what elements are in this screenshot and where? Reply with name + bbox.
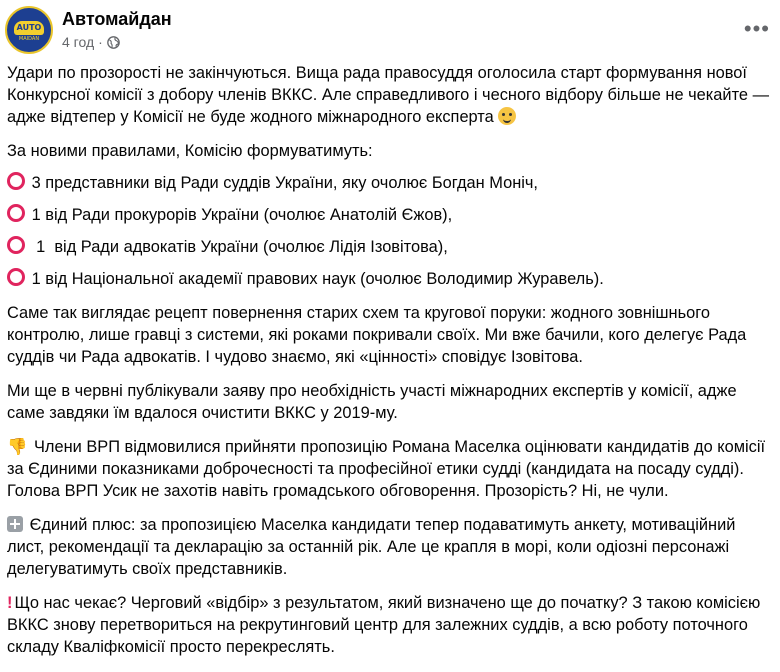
list-item [7, 268, 775, 290]
list-item-text: 1 від Національної академії правових наук (очолює Володимир Журавель). [31, 270, 604, 288]
red-circle-icon [7, 268, 25, 286]
paragraph-5 [7, 436, 775, 502]
globe-icon[interactable] [107, 36, 120, 49]
paragraph-5-text: Члени ВРП відмовилися прийняти пропозицію Романа Маселка оцінювати кандидатів до комісії за Єдиними показниками доброчесності та професійної етики судді (кандидата на посаду судді). Голова ВРП Усик не захотів навіть громадського обговорення. Прозорість? Ні, не чули. [7, 438, 766, 500]
paragraph-4: Ми ще в червні публікували заяву про необхідність участі міжнародних експертів у комісії, адже саме завдяки їм вдалося очистити ВККС у 2019-му. [7, 382, 737, 422]
red-circle-icon [7, 204, 25, 222]
paragraph-1 [7, 62, 775, 128]
red-circle-icon [7, 172, 25, 190]
list-item [7, 204, 775, 226]
post-header [0, 0, 780, 60]
post-meta [62, 34, 120, 50]
paragraph-3: Саме так виглядає рецепт повернення старих схем та кругової поруки: жодного зовнішнього контролю, лише гравці з системи, які роками покривали своїх. Ми вже бачили, кого делегує Рада суддів чи Рада адвокатів. І чудово знаємо, які «цінності» сповідує Ізовітова. [7, 304, 747, 366]
paragraph-1-text: Удари по прозорості не закінчуються. Вища рада правосуддя оголосила старт формування нової Конкурсної комісії з добору членів ВККС. Але справедливого і чесного відбору більше не чекайте — адже відтепер у Комісії не буде жодного міжнародного експерта [7, 64, 769, 126]
red-exclamation-icon: ! [7, 594, 13, 612]
avatar-logo-subtext: MAIDAN [18, 35, 40, 42]
paragraph-7 [7, 592, 775, 658]
smiling-face-with-hand-icon [498, 107, 516, 125]
paragraph-6-text: Єдиний плюс: за пропозицією Маселка кандидати тепер подаватимуть анкету, мотиваційний лист, рекомендації та декларацію за останній рік. Але це крапля в морі, коли одіозні персонажі делегуватимуть своїх представників. [7, 516, 736, 578]
post-time[interactable]: 4 год [62, 34, 95, 50]
red-circle-icon [7, 236, 25, 254]
list-item-text: 1 від Ради адвокатів України (очолює Лідія Ізовітова), [31, 238, 448, 256]
avatar[interactable] [5, 6, 53, 54]
paragraph-2: За новими правилами, Комісію формуватимуть: [7, 142, 373, 160]
list-item [7, 172, 775, 194]
plus-icon [7, 516, 23, 532]
avatar-logo-text: AUTO [16, 22, 42, 32]
thumbs-down-icon: 👎 [7, 438, 28, 456]
post-body [7, 62, 775, 670]
meta-separator: · [98, 34, 103, 50]
author-name[interactable]: Автомайдан [62, 9, 172, 29]
paragraph-7-text: Що нас чекає? Черговий «відбір» з результатом, який визначено ще до початку? З такою комісією ВККС знову перетвориться на рекрутинговий центр для залежних суддів, а всю роботу поточного складу Кваліфкомісії просто перекреслять. [7, 594, 761, 656]
list-item-text: 1 від Ради прокурорів України (очолює Анатолій Єжов), [31, 206, 453, 224]
more-options-button[interactable]: ••• [743, 16, 770, 41]
list-item-text: 3 представники від Ради суддів України, яку очолює Богдан Моніч, [31, 174, 538, 192]
list-item [7, 236, 775, 258]
paragraph-6 [7, 514, 775, 580]
car-logo-icon [14, 21, 44, 35]
